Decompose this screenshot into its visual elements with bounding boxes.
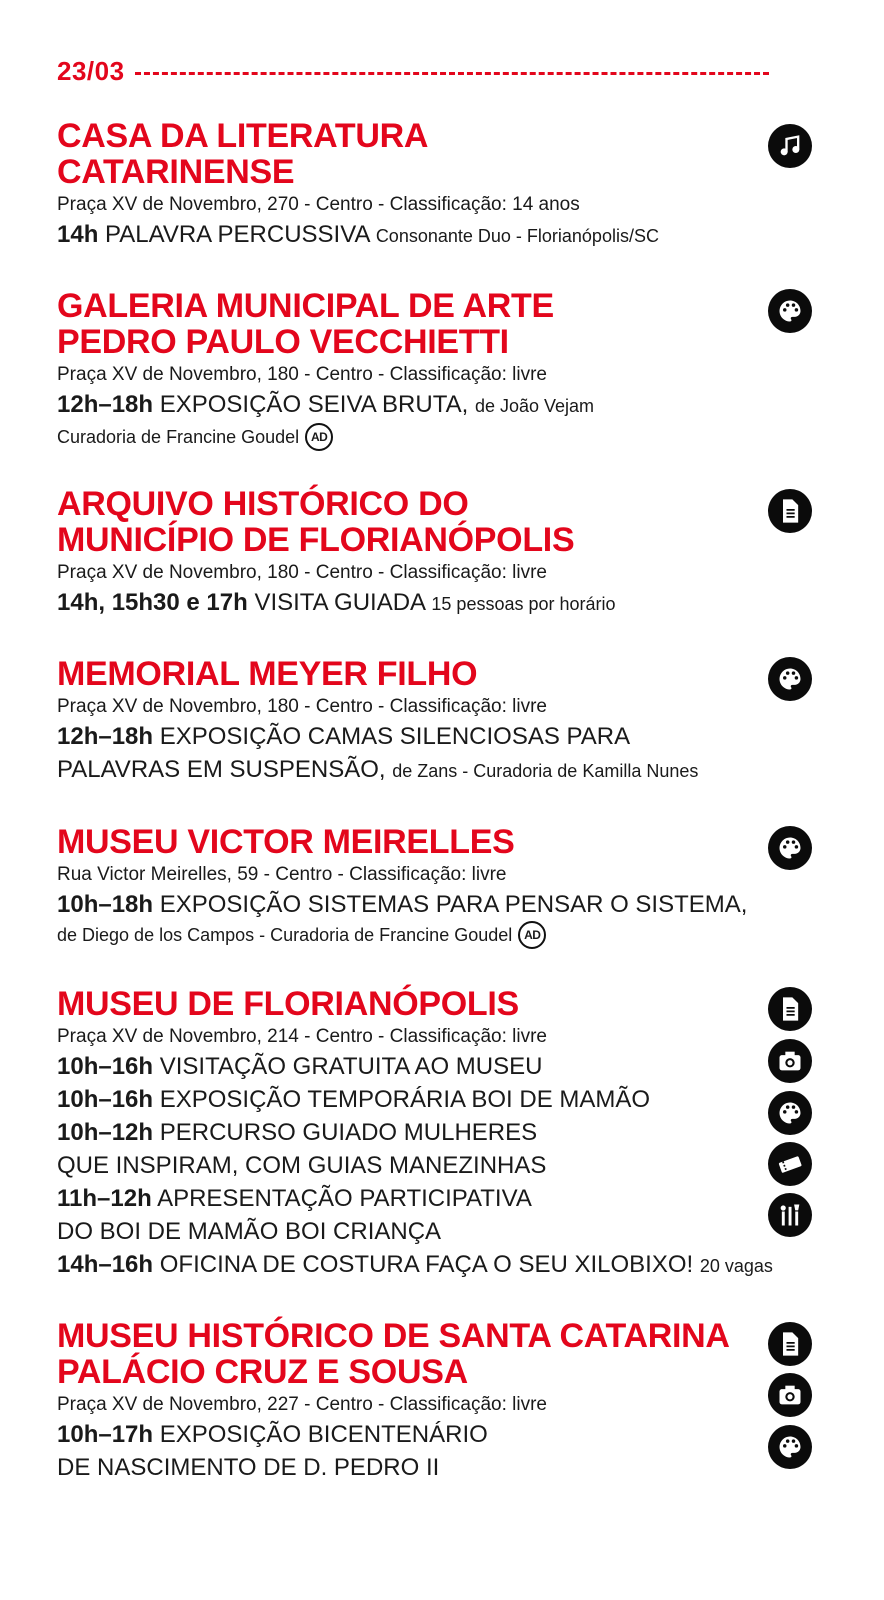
dashed-divider (135, 72, 769, 75)
event-subline: Curadoria de Francine Goudel AD (57, 423, 777, 451)
audio-description-badge: AD (518, 921, 546, 949)
venue-address: Praça XV de Novembro, 180 - Centro - Classificação: livre (57, 696, 547, 717)
venue-address: Praça XV de Novembro, 180 - Centro - Classificação: livre (57, 364, 547, 385)
camera-icon (768, 1373, 812, 1417)
venue-title: CASA DA LITERATURA CATARINENSE (57, 117, 429, 191)
venue-casa-da-literatura (57, 118, 777, 253)
venue-museu-victor-meirelles (57, 824, 777, 949)
venue-address: Praça XV de Novembro, 180 - Centro - Classificação: livre (57, 562, 547, 583)
event-line: 14h–16h OFICINA DE COSTURA FAÇA O SEU XILOBIXO! 20 vagas (57, 1251, 773, 1278)
event-line: 11h–12h APRESENTAÇÃO PARTICIPATIVA (57, 1185, 532, 1212)
event-line: DO BOI DE MAMÃO BOI CRIANÇA (57, 1218, 442, 1245)
tools-icon (768, 1193, 812, 1237)
document-icon (768, 489, 812, 533)
event-line: PALAVRAS EM SUSPENSÃO, de Zans - Curadoria de Kamilla Nunes (57, 756, 699, 783)
event-subline: de Diego de los Campos - Curadoria de Francine Goudel AD (57, 921, 777, 949)
event-line: 10h–17h EXPOSIÇÃO BICENTENÁRIO (57, 1421, 488, 1448)
palette-icon (768, 1425, 812, 1469)
venue-title: GALERIA MUNICIPAL DE ARTE PEDRO PAULO VECCHIETTI (57, 287, 554, 361)
venue-memorial-meyer-filho (57, 656, 777, 788)
venue-address: Praça XV de Novembro, 227 - Centro - Classificação: livre (57, 1394, 547, 1415)
venue-title: MUSEU VICTOR MEIRELLES (57, 823, 515, 861)
venue-title: MEMORIAL MEYER FILHO (57, 655, 478, 693)
music-icon (768, 124, 812, 168)
venue-galeria-municipal (57, 288, 777, 451)
event-line: DE NASCIMENTO DE D. PEDRO II (57, 1454, 440, 1481)
event-line: 10h–16h EXPOSIÇÃO TEMPORÁRIA BOI DE MAMÃO (57, 1086, 651, 1113)
event-line: 10h–18h EXPOSIÇÃO SISTEMAS PARA PENSAR O SISTEMA, (57, 891, 748, 918)
event-line: 12h–18h EXPOSIÇÃO SEIVA BRUTA, de João Vejam (57, 391, 595, 418)
palette-icon (768, 289, 812, 333)
palette-icon (768, 657, 812, 701)
venue-address: Praça XV de Novembro, 270 - Centro - Classificação: 14 anos (57, 194, 580, 215)
event-line: 10h–12h PERCURSO GUIADO MULHERES (57, 1119, 538, 1146)
palette-icon (768, 1091, 812, 1135)
event-line: 14h, 15h30 e 17h VISITA GUIADA 15 pessoas por horário (57, 589, 616, 616)
audio-description-badge: AD (305, 423, 333, 451)
venue-title: ARQUIVO HISTÓRICO DO MUNICÍPIO DE FLORIANÓPOLIS (57, 485, 575, 559)
camera-icon (768, 1039, 812, 1083)
venue-title: MUSEU DE FLORIANÓPOLIS (57, 985, 519, 1023)
venue-title: MUSEU HISTÓRICO DE SANTA CATARINA PALÁCIO CRUZ E SOUSA (57, 1317, 730, 1391)
palette-icon (768, 826, 812, 870)
venue-address: Praça XV de Novembro, 214 - Centro - Classificação: livre (57, 1026, 547, 1047)
venue-museu-historico-santa-catarina (57, 1318, 777, 1484)
event-line: QUE INSPIRAM, COM GUIAS MANEZINHAS (57, 1152, 547, 1179)
venue-arquivo-historico (57, 486, 777, 621)
venue-museu-de-florianopolis (57, 986, 777, 1283)
document-icon (768, 987, 812, 1031)
event-line: 12h–18h EXPOSIÇÃO CAMAS SILENCIOSAS PARA (57, 723, 631, 750)
venue-address: Rua Victor Meirelles, 59 - Centro - Classificação: livre (57, 864, 507, 885)
event-line: 10h–16h VISITAÇÃO GRATUITA AO MUSEU (57, 1053, 543, 1080)
date-header (57, 56, 769, 87)
event-line: 14h PALAVRA PERCUSSIVA Consonante Duo - Florianópolis/SC (57, 221, 659, 248)
ticket-icon (768, 1142, 812, 1186)
document-icon (768, 1322, 812, 1366)
date-label: 23/03 (57, 56, 125, 86)
